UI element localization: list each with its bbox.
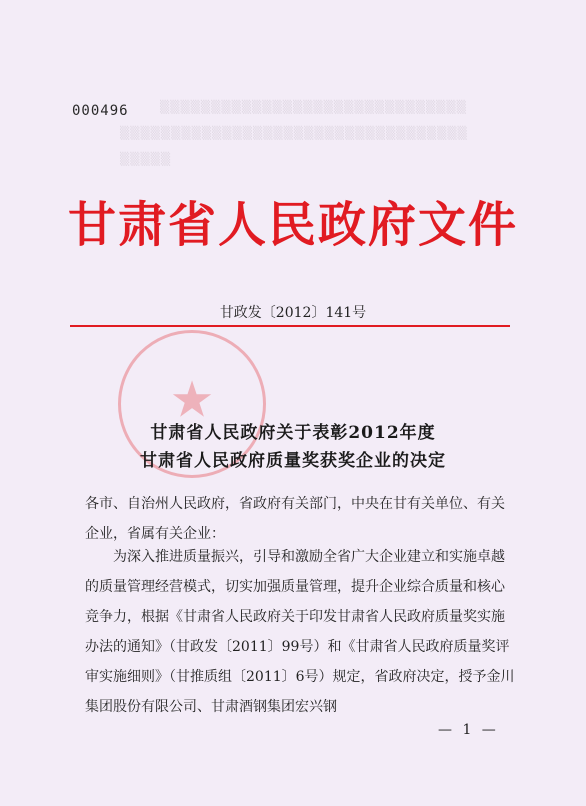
- bleed-through-texture: ▒▒▒▒▒▒▒▒▒▒▒▒▒▒▒▒▒▒▒▒▒▒▒▒▒▒▒▒▒▒: [160, 100, 467, 114]
- issue-number: 甘政发〔2012〕141号: [219, 305, 367, 321]
- document-masthead: 甘肃省人民政府文件: [67, 197, 518, 253]
- document-title-line-2: 甘肃省人民政府质量奖获奖企业的决定: [140, 451, 446, 471]
- seal-star-icon: ★: [169, 370, 215, 429]
- body-paragraph: 为深入推进质量振兴，引导和激励全省广大企业建立和实施卓越的质量管理经营模式，切实加强质量管理，提升企业综合质量和核心竞争力，根据《甘肃省人民政府关于印发甘肃省人民政府质量奖实施办法的通知》（甘政发〔2011〕99号）和《甘肃省人民政府质量奖评审实施细则》（甘推质组〔2011〕6号）规定，省政府决定，授予金川集团股份有限公司、甘肃酒钢集团宏兴钢: [85, 549, 515, 715]
- serial-number: 000496: [72, 103, 129, 119]
- page-number: — 1 —: [438, 722, 499, 738]
- red-divider-line: [70, 325, 510, 327]
- bleed-through-texture: ▒▒▒▒▒▒▒▒▒▒▒▒▒▒▒▒▒▒▒▒▒▒▒▒▒▒▒▒▒▒▒▒▒▒: [120, 126, 468, 140]
- addressee-paragraph: 各市、自治州人民政府，省政府有关部门，中央在甘有关单位、有关企业，省属有关企业：: [85, 496, 505, 542]
- document-title-line-1: 甘肃省人民政府关于表彰2012年度: [150, 423, 436, 443]
- bleed-through-texture: ▒▒▒▒▒: [120, 152, 172, 166]
